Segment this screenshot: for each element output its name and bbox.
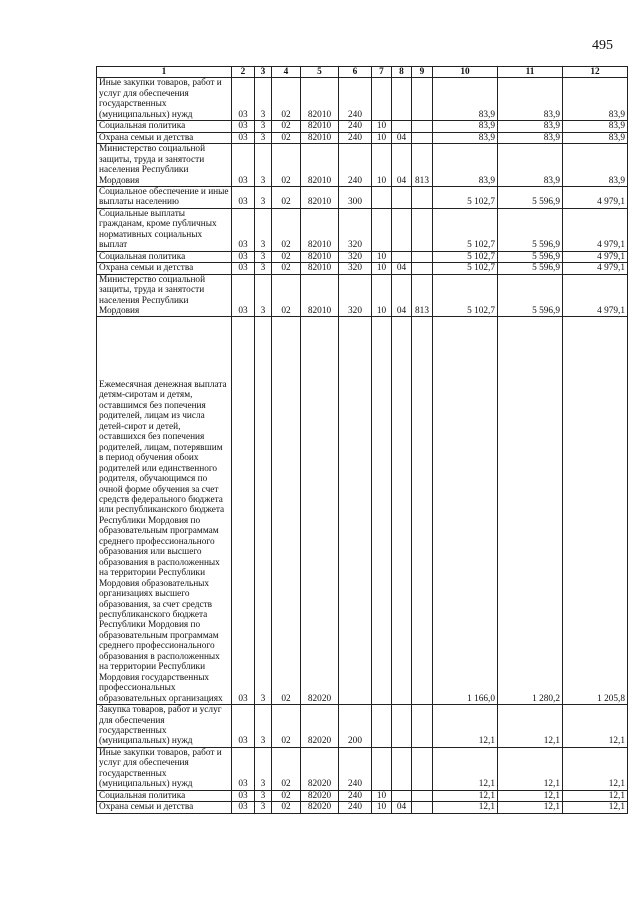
code-cell [412,747,433,790]
table-row [97,705,628,748]
code-cell [339,317,372,705]
amount-cell: 12,1 [563,747,628,790]
code-cell: 82020 [301,317,339,705]
code-cell [372,705,392,748]
amount-cell: 83,9 [498,121,563,132]
code-cell: 3 [255,802,272,813]
code-cell: 240 [339,132,372,143]
code-cell [412,251,433,262]
table-row [97,144,628,187]
code-cell [392,208,412,251]
code-cell [412,186,433,208]
code-cell: 82010 [301,121,339,132]
code-cell: 03 [232,132,255,143]
code-cell: 3 [255,132,272,143]
code-cell: 03 [232,208,255,251]
table-row [97,121,628,132]
code-cell: 82020 [301,802,339,813]
code-cell: 3 [255,274,272,317]
code-cell: 03 [232,790,255,801]
code-cell: 02 [272,251,301,262]
amount-cell: 83,9 [433,132,498,143]
budget-table [96,66,628,814]
code-cell: 02 [272,705,301,748]
code-cell: 02 [272,747,301,790]
row-name-cell: Ежемесячная денежная выплата детям-сиротам и детям, оставшимся без попечения родителей, лицам из числа детей-сирот и детей, оставшихся без попечения родителей, лицам, потерявшим в период обучения обоих родителей или единственного родителя, обучающимся по очной форме обучения за счет средств федерального бюджета или республиканского бюджета Республики Мордовия по образовательным программам среднего профессионального образования или высшего образования в расположенных на территории Республики Мордовия образовательных организациях высшего образования, за счет средств республиканского бюджета Республики Мордовия по образовательным программам среднего профессионального образования в расположенных на территории Республики Мордовия государственных профессиональных образовательных организациях [97,317,232,705]
code-cell: 240 [339,747,372,790]
amount-cell: 83,9 [563,144,628,187]
code-cell: 3 [255,186,272,208]
amount-cell: 5 596,9 [498,186,563,208]
code-cell [372,747,392,790]
code-cell: 03 [232,144,255,187]
amount-cell: 12,1 [498,747,563,790]
code-cell: 10 [372,144,392,187]
code-cell [412,802,433,813]
code-cell: 02 [272,144,301,187]
code-cell [392,790,412,801]
amount-cell: 83,9 [498,144,563,187]
code-cell: 02 [272,186,301,208]
code-cell: 82010 [301,186,339,208]
code-cell: 82010 [301,274,339,317]
code-cell: 3 [255,251,272,262]
row-name-cell: Социальная политика [97,790,232,801]
code-cell: 240 [339,78,372,121]
code-cell: 3 [255,790,272,801]
header-cell: 12 [563,67,628,78]
amount-cell: 12,1 [433,705,498,748]
amount-cell: 83,9 [563,132,628,143]
amount-cell: 12,1 [433,747,498,790]
code-cell: 3 [255,747,272,790]
code-cell: 04 [392,144,412,187]
amount-cell: 12,1 [498,790,563,801]
header-cell: 1 [97,67,232,78]
code-cell: 02 [272,132,301,143]
code-cell: 03 [232,186,255,208]
code-cell: 03 [232,705,255,748]
code-cell [412,790,433,801]
amount-cell: 5 596,9 [498,263,563,274]
code-cell [392,705,412,748]
code-cell: 03 [232,121,255,132]
code-cell: 02 [272,121,301,132]
code-cell: 813 [412,274,433,317]
code-cell [392,317,412,705]
code-cell: 03 [232,78,255,121]
code-cell: 02 [272,317,301,705]
code-cell: 82010 [301,78,339,121]
table-row [97,132,628,143]
row-name-cell: Социальные выплаты гражданам, кроме публичных нормативных социальных выплат [97,208,232,251]
code-cell: 10 [372,274,392,317]
code-cell: 04 [392,132,412,143]
header-cell: 5 [301,67,339,78]
amount-cell: 5 596,9 [498,208,563,251]
code-cell: 82020 [301,705,339,748]
code-cell [392,78,412,121]
table-row [97,251,628,262]
header-cell: 4 [272,67,301,78]
code-cell: 82010 [301,132,339,143]
code-cell [412,208,433,251]
table-row [97,747,628,790]
amount-cell: 1 166,0 [433,317,498,705]
code-cell: 10 [372,132,392,143]
code-cell: 240 [339,144,372,187]
amount-cell: 12,1 [498,705,563,748]
code-cell: 82020 [301,747,339,790]
amount-cell: 4 979,1 [563,186,628,208]
amount-cell: 83,9 [433,144,498,187]
row-name-cell: Социальное обеспечение и иные выплаты населению [97,186,232,208]
amount-cell: 4 979,1 [563,208,628,251]
header-cell: 10 [433,67,498,78]
code-cell: 3 [255,121,272,132]
table-row [97,78,628,121]
code-cell: 03 [232,802,255,813]
code-cell: 03 [232,251,255,262]
page-number: 495 [592,38,613,53]
amount-cell: 5 596,9 [498,251,563,262]
amount-cell: 83,9 [433,121,498,132]
code-cell: 3 [255,705,272,748]
amount-cell: 12,1 [563,790,628,801]
code-cell: 02 [272,274,301,317]
table-row [97,186,628,208]
amount-cell: 83,9 [563,121,628,132]
code-cell: 02 [272,263,301,274]
header-cell: 6 [339,67,372,78]
code-cell [372,78,392,121]
code-cell: 02 [272,78,301,121]
amount-cell: 12,1 [563,802,628,813]
row-name-cell: Социальная политика [97,121,232,132]
code-cell: 82010 [301,251,339,262]
amount-cell: 12,1 [563,705,628,748]
code-cell [392,121,412,132]
amount-cell: 5 102,7 [433,186,498,208]
table-row [97,208,628,251]
code-cell [412,121,433,132]
code-cell: 320 [339,208,372,251]
header-cell: 9 [412,67,433,78]
code-cell [372,208,392,251]
code-cell: 10 [372,802,392,813]
amount-cell: 12,1 [433,802,498,813]
row-name-cell: Охрана семьи и детства [97,802,232,813]
amount-cell: 83,9 [498,132,563,143]
amount-cell: 83,9 [433,78,498,121]
amount-cell: 5 596,9 [498,274,563,317]
code-cell: 10 [372,251,392,262]
table-row [97,802,628,813]
header-cell: 8 [392,67,412,78]
row-name-cell: Социальная политика [97,251,232,262]
code-cell: 3 [255,317,272,705]
header-cell: 3 [255,67,272,78]
code-cell [412,132,433,143]
code-cell: 04 [392,802,412,813]
code-cell: 82020 [301,790,339,801]
header-cell: 7 [372,67,392,78]
code-cell: 240 [339,121,372,132]
code-cell [392,186,412,208]
amount-cell: 4 979,1 [563,274,628,317]
code-cell: 320 [339,263,372,274]
code-cell: 300 [339,186,372,208]
code-cell: 3 [255,144,272,187]
amount-cell: 83,9 [563,78,628,121]
code-cell: 03 [232,317,255,705]
row-name-cell: Министерство социальной защиты, труда и занятости населения Республики Мордовия [97,144,232,187]
code-cell: 04 [392,263,412,274]
code-cell [412,705,433,748]
row-name-cell: Закупка товаров, работ и услуг для обеспечения государственных (муниципальных) нужд [97,705,232,748]
code-cell: 82010 [301,263,339,274]
code-cell: 10 [372,790,392,801]
code-cell: 02 [272,802,301,813]
code-cell: 02 [272,790,301,801]
code-cell [392,251,412,262]
code-cell: 82010 [301,208,339,251]
table-row [97,263,628,274]
code-cell: 82010 [301,144,339,187]
amount-cell: 4 979,1 [563,251,628,262]
header-cell: 2 [232,67,255,78]
row-name-cell: Министерство социальной защиты, труда и занятости населения Республики Мордовия [97,274,232,317]
code-cell: 813 [412,144,433,187]
table-row [97,317,628,705]
code-cell: 3 [255,208,272,251]
table-header-row [97,67,628,78]
row-name-cell: Охрана семьи и детства [97,263,232,274]
code-cell: 02 [272,208,301,251]
code-cell: 03 [232,274,255,317]
amount-cell: 5 102,7 [433,251,498,262]
code-cell: 10 [372,263,392,274]
code-cell [372,186,392,208]
code-cell: 320 [339,251,372,262]
header-cell: 11 [498,67,563,78]
amount-cell: 5 102,7 [433,274,498,317]
row-name-cell: Охрана семьи и детства [97,132,232,143]
row-name-cell: Иные закупки товаров, работ и услуг для обеспечения государственных (муниципальных) нужд [97,747,232,790]
amount-cell: 4 979,1 [563,263,628,274]
row-name-cell: Иные закупки товаров, работ и услуг для обеспечения государственных (муниципальных) нужд [97,78,232,121]
code-cell: 04 [392,274,412,317]
code-cell: 240 [339,790,372,801]
code-cell: 3 [255,263,272,274]
code-cell [412,263,433,274]
amount-cell: 5 102,7 [433,263,498,274]
amount-cell: 12,1 [433,790,498,801]
code-cell [412,78,433,121]
amount-cell: 12,1 [498,802,563,813]
table-row [97,274,628,317]
code-cell: 200 [339,705,372,748]
amount-cell: 83,9 [498,78,563,121]
code-cell: 240 [339,802,372,813]
code-cell: 03 [232,747,255,790]
table-row [97,790,628,801]
amount-cell: 5 102,7 [433,208,498,251]
code-cell [392,747,412,790]
amount-cell: 1 205,8 [563,317,628,705]
code-cell: 10 [372,121,392,132]
code-cell: 03 [232,263,255,274]
code-cell: 3 [255,78,272,121]
code-cell [412,317,433,705]
amount-cell: 1 280,2 [498,317,563,705]
code-cell [372,317,392,705]
code-cell: 320 [339,274,372,317]
